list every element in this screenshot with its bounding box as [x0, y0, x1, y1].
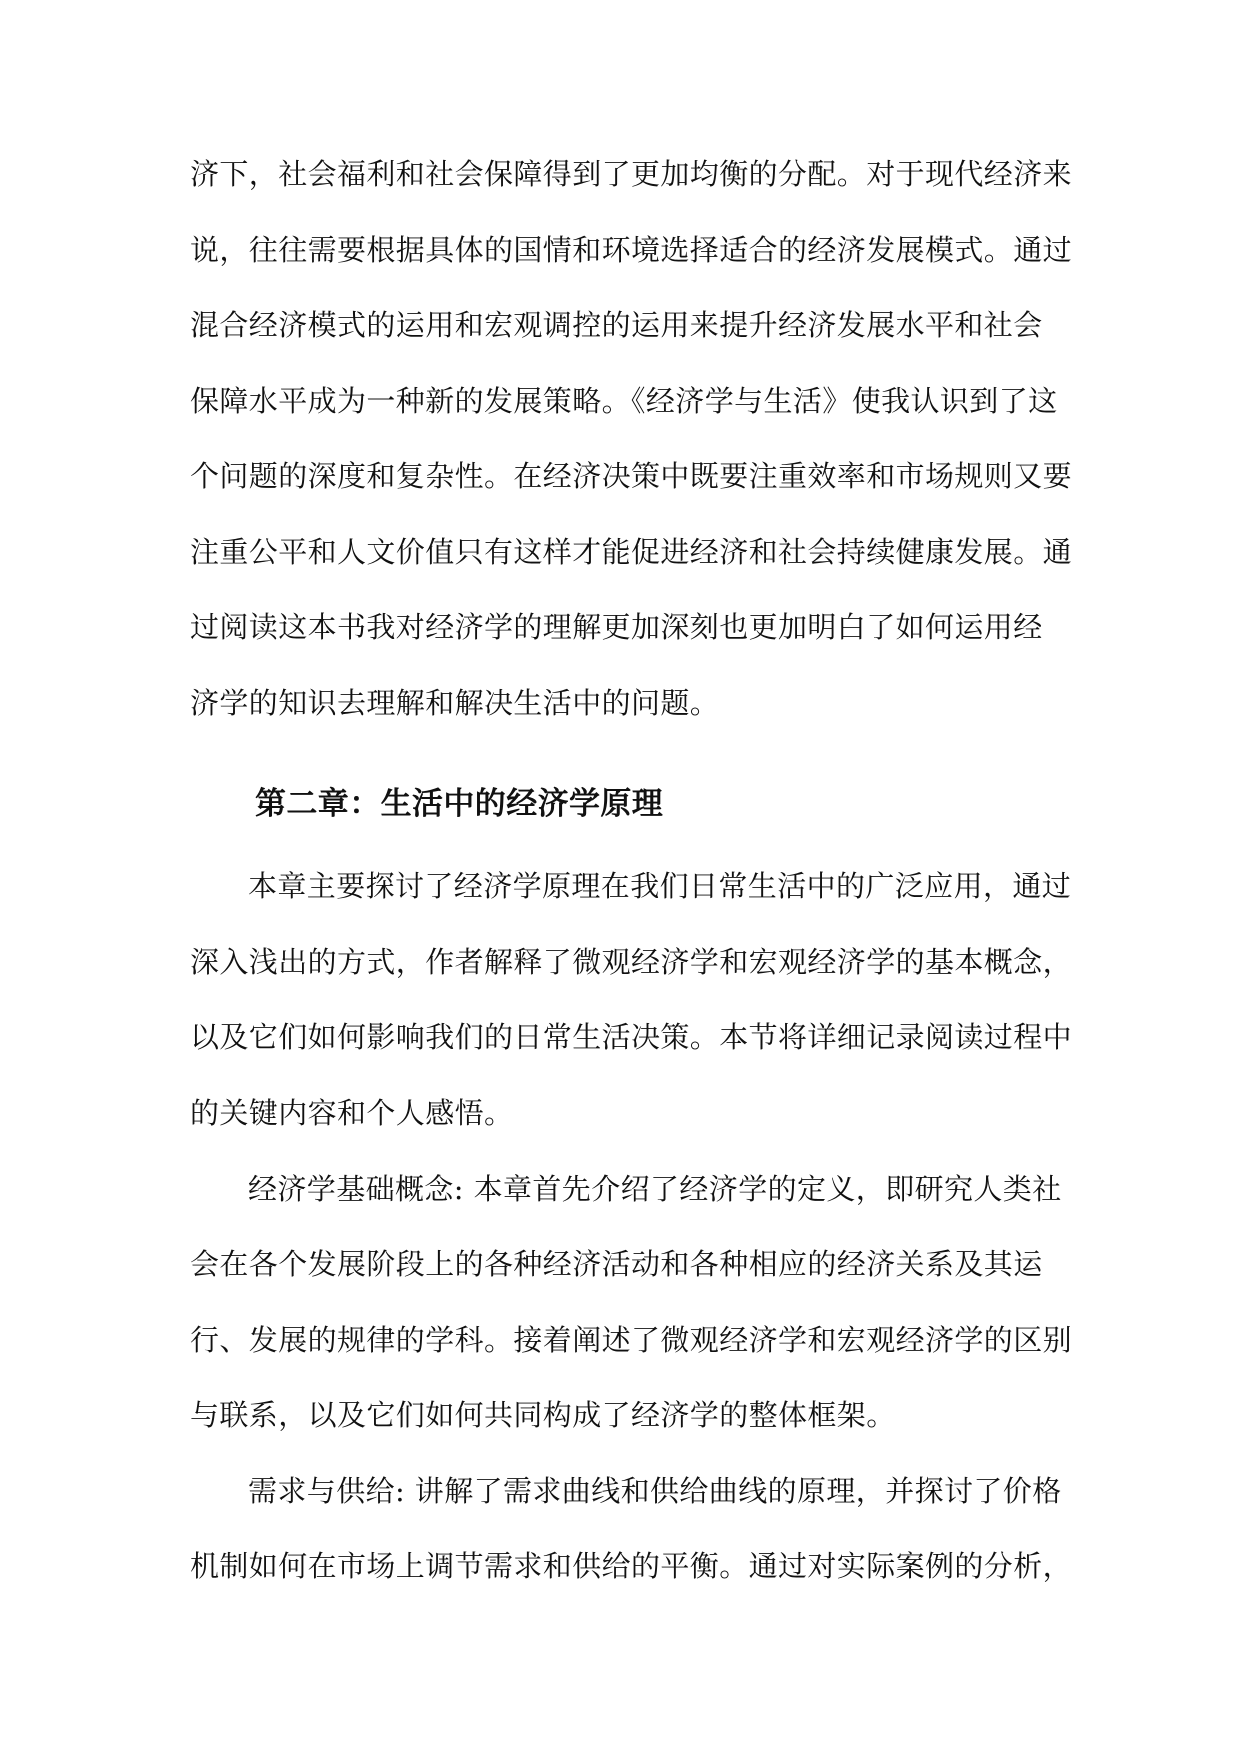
text-line: 过阅读这本书我对经济学的理解更加深刻也更加明白了如何运用经: [190, 610, 1043, 644]
text-line: 需求与供给: 讲解了需求曲线和供给曲线的原理，并探讨了价格: [248, 1474, 1062, 1508]
text-line: 会在各个发展阶段上的各种经济活动和各种相应的经济关系及其运: [190, 1247, 1043, 1281]
text-line: 济下，社会福利和社会保障得到了更加均衡的分配。对于现代经济来: [190, 157, 1073, 191]
text-line: 注重公平和人文价值只有这样才能促进经济和社会持续健康发展。通: [190, 535, 1073, 569]
chapter-heading: 第二章：生活中的经济学原理: [255, 786, 664, 822]
text-line: 与联系，以及它们如何共同构成了经济学的整体框架。: [190, 1398, 896, 1432]
text-line: 行、发展的规律的学科。接着阐述了微观经济学和宏观经济学的区别: [190, 1323, 1073, 1357]
text-line: 经济学基础概念: 本章首先介绍了经济学的定义，即研究人类社: [248, 1172, 1062, 1206]
text-line: 机制如何在市场上调节需求和供给的平衡。通过对实际案例的分析，: [190, 1549, 1073, 1583]
text-line: 济学的知识去理解和解决生活中的问题。: [190, 686, 720, 720]
text-line: 本章主要探讨了经济学原理在我们日常生活中的广泛应用，通过: [248, 869, 1072, 903]
text-line: 个问题的深度和复杂性。在经济决策中既要注重效率和市场规则又要: [190, 459, 1073, 493]
text-line: 混合经济模式的运用和宏观调控的运用来提升经济发展水平和社会: [190, 308, 1043, 342]
text-line: 以及它们如何影响我们的日常生活决策。本节将详细记录阅读过程中: [190, 1020, 1073, 1054]
text-line: 说，往往需要根据具体的国情和环境选择适合的经济发展模式。通过: [190, 233, 1073, 267]
text-line: 保障水平成为一种新的发展策略。《经济学与生活》使我认识到了这: [190, 384, 1058, 418]
text-line: 深入浅出的方式，作者解释了微观经济学和宏观经济学的基本概念，: [190, 945, 1073, 979]
text-line: 的关键内容和个人感悟。: [190, 1096, 514, 1130]
